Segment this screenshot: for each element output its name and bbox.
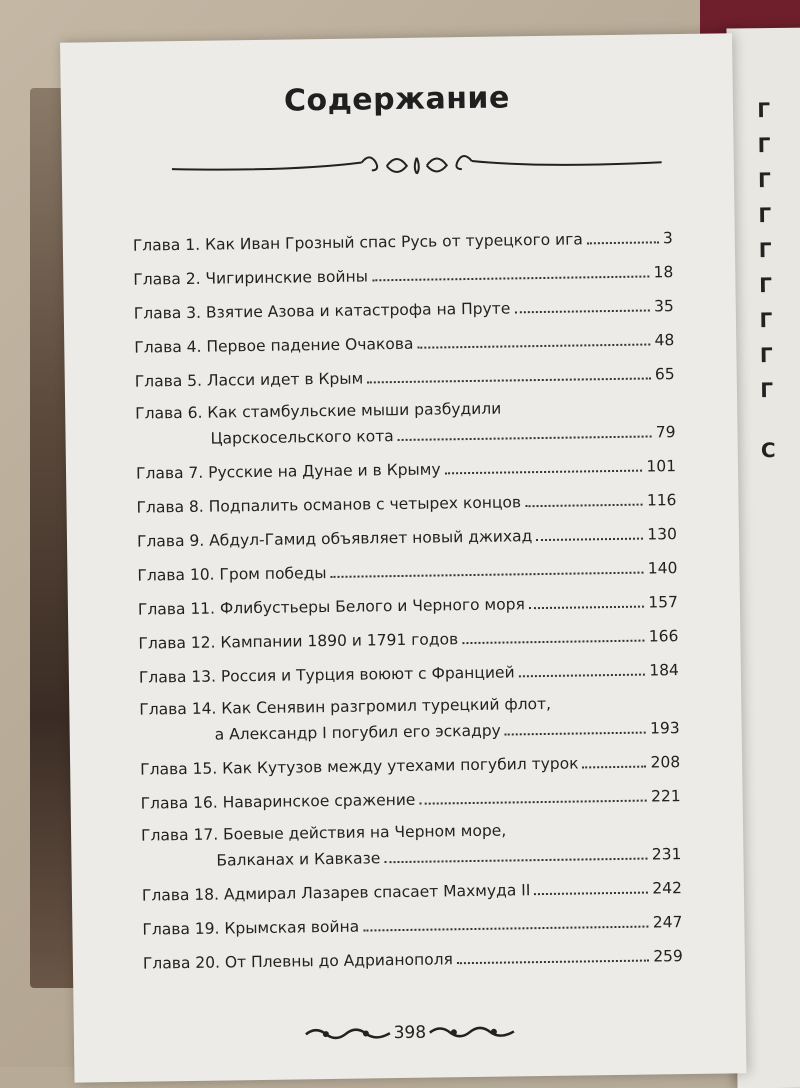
toc-entry-label: Глава 3. Взятие Азова и катастрофа на Пруте [133, 299, 511, 323]
toc-entry-label: Глава 11. Флибустьеры Белого и Черного моря [137, 595, 525, 619]
toc-page-number: 221 [650, 787, 681, 806]
toc-page-number: 247 [652, 913, 683, 932]
toc-page-number: 3 [662, 229, 673, 248]
page-footer [74, 1013, 746, 1052]
right-page-letter: Г [757, 133, 771, 158]
toc-leader-dots [583, 766, 647, 769]
toc-leader-dots [331, 572, 644, 578]
toc-entry-label: Глава 19. Крымская война [142, 917, 360, 939]
toc-leader-dots [462, 640, 645, 645]
toc-leader-dots [372, 275, 650, 281]
toc-page-number: 231 [651, 845, 682, 864]
toc-entry-label: Глава 20. От Плевны до Адрианополя [142, 950, 454, 973]
toc-leader-dots [525, 504, 643, 508]
toc-page-number: 140 [647, 559, 678, 578]
right-page-letter: Г [760, 378, 774, 403]
toc-entry-line1: Глава 17. Боевые действия на Черном море, [140, 821, 507, 845]
toc-entry-label: а Александр I погубил его эскадру [214, 721, 501, 744]
toc-leader-dots [419, 800, 647, 805]
toc-leader-dots [505, 732, 646, 736]
toc-leader-dots [363, 926, 649, 932]
right-page-letter: Г [758, 203, 772, 228]
toc-leader-dots [534, 892, 648, 896]
right-page-letter: С [760, 438, 776, 463]
toc-page-number: 35 [653, 297, 674, 316]
toc-page-number: 116 [646, 491, 677, 510]
toc-entry-label: Глава 12. Кампании 1890 и 1791 годов [138, 630, 459, 653]
toc-entry-label: Глава 8. Подпалить османов с четырех концов [136, 493, 522, 517]
toc-page-number: 130 [647, 525, 678, 544]
toc-entry-label: Балканах и Кавказе [216, 849, 381, 870]
page-number: 398 [393, 1022, 427, 1044]
toc-entry-label: Глава 18. Адмирал Лазарев спасает Махмуда II [141, 881, 531, 905]
footer-ornament-right [426, 1016, 516, 1047]
toc-entry-label: Глава 7. Русские на Дунае и в Крыму [135, 460, 441, 483]
toc-page-number: 79 [655, 423, 676, 442]
toc-page-number: 193 [649, 719, 680, 738]
toc-page-number: 184 [649, 661, 679, 680]
title-ornament [172, 144, 662, 181]
right-page-letter: Г [757, 98, 771, 123]
book-page [60, 33, 746, 1082]
toc-page-number: 65 [654, 365, 675, 384]
toc-leader-dots [417, 343, 650, 348]
toc-page-number: 101 [646, 457, 677, 476]
right-page-letter: Г [757, 168, 771, 193]
right-page-letter: Г [759, 343, 773, 368]
toc-entry-label: Глава 9. Абдул-Гамид объявляет новый джихад [136, 527, 533, 551]
toc-entry-label: Царскосельского кота [210, 427, 394, 448]
right-page-letter: Г [759, 273, 773, 298]
toc-leader-dots [367, 377, 651, 383]
toc-entry-label: Глава 5. Ласси идет в Крым [134, 369, 364, 391]
toc-entry-label: Глава 10. Гром победы [137, 564, 327, 585]
toc-leader-dots [587, 241, 659, 244]
toc-entry-label: Глава 4. Первое падение Очакова [134, 334, 414, 357]
toc-leader-dots [384, 858, 647, 864]
toc-page-number: 208 [650, 753, 681, 772]
toc-entry-line1: Глава 14. Как Сенявин разгромил турецкий флот, [139, 694, 552, 719]
toc-leader-dots [398, 435, 652, 441]
toc-leader-dots [457, 960, 649, 965]
toc-leader-dots [536, 538, 643, 541]
right-page-letter: Г [758, 238, 772, 263]
toc-page-number: 48 [654, 331, 675, 350]
toc-page-number: 242 [652, 879, 683, 898]
toc-entry-label: Глава 2. Чигиринские войны [133, 267, 369, 289]
right-page-letter: Г [759, 308, 773, 333]
toc-page-number: 157 [648, 593, 679, 612]
toc-leader-dots [514, 309, 650, 313]
toc-entry-label: Глава 15. Как Кутузов между утехами погубил турок [140, 754, 579, 779]
toc-page-number: 166 [648, 627, 679, 646]
table-of-contents [133, 224, 683, 983]
toc-entry-label: Глава 16. Наваринское сражение [140, 790, 416, 813]
toc-entry-label: Глава 1. Как Иван Грозный спас Русь от турецкого ига [132, 230, 583, 255]
page-title: Содержание [283, 80, 511, 119]
toc-leader-dots [519, 674, 646, 678]
toc-page-number: 18 [653, 263, 674, 282]
toc-entry-label: Глава 13. Россия и Турция воюют с Францией [138, 663, 515, 687]
toc-leader-dots [529, 606, 645, 610]
toc-page-number: 259 [653, 947, 683, 966]
toc-leader-dots [445, 470, 643, 475]
toc-entry-line1: Глава 6. Как стамбульские мыши разбудили [135, 399, 502, 423]
